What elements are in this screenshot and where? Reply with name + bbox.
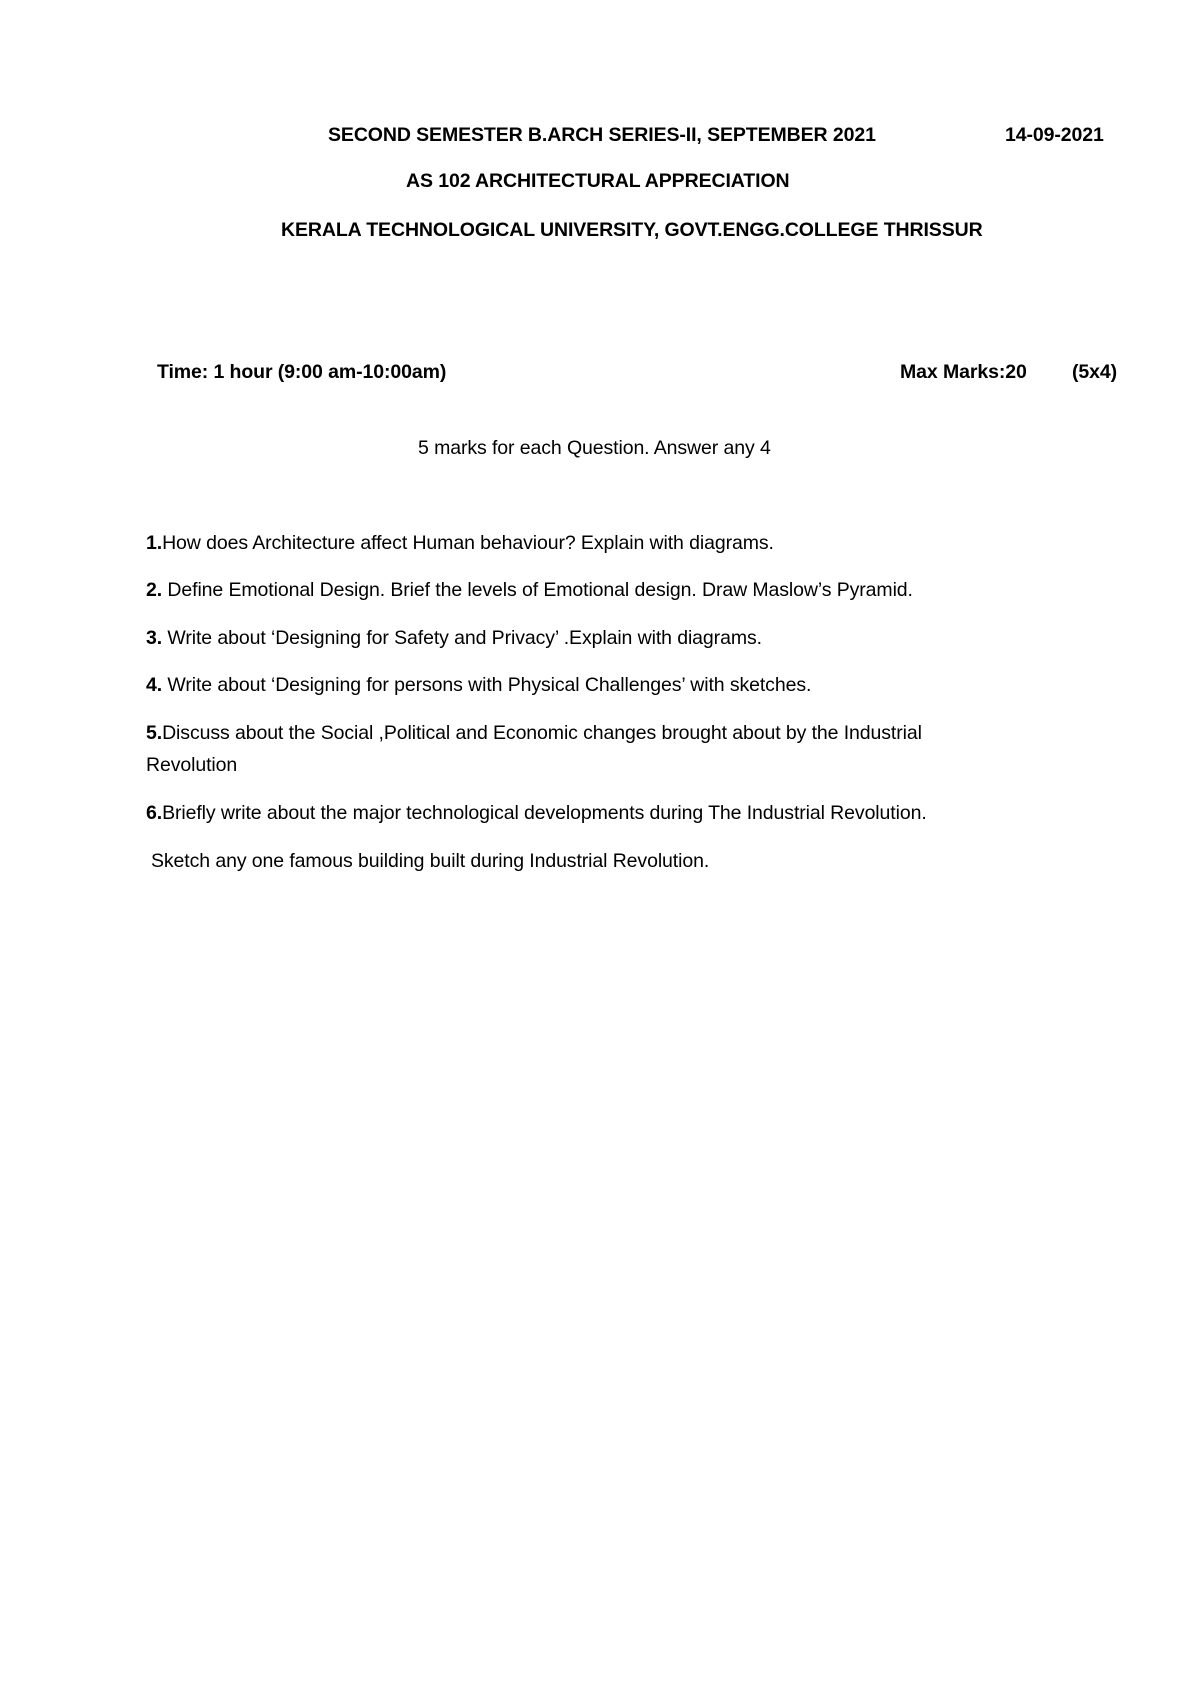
institution-name: KERALA TECHNOLOGICAL UNIVERSITY, GOVT.ENGG.COLLEGE THRISSUR: [281, 219, 983, 241]
question-5-continuation: Revolution: [146, 754, 238, 776]
question-1: [146, 531, 774, 555]
exam-time: Time: 1 hour (9:00 am-10:00am): [157, 361, 447, 383]
question-3: [146, 626, 762, 650]
question-number: 5.: [146, 722, 163, 744]
question-text: Define Emotional Design. Brief the levels of Emotional design. Draw Maslow’s Pyramid.: [162, 579, 913, 601]
question-6-extra: Sketch any one famous building built during Industrial Revolution.: [151, 850, 710, 872]
question-text: How does Architecture affect Human behaviour? Explain with diagrams.: [162, 532, 774, 554]
question-text: Discuss about the Social ,Political and Economic changes brought about by the Industrial: [162, 722, 922, 744]
question-number: 1.: [146, 532, 163, 554]
question-number: 3.: [146, 627, 163, 649]
question-number: 4.: [146, 674, 163, 696]
question-6: [146, 801, 927, 825]
exam-date: 14-09-2021: [1005, 124, 1104, 146]
question-2: [146, 578, 913, 602]
question-number: 6.: [146, 802, 163, 824]
question-text: Write about ‘Designing for persons with Physical Challenges’ with sketches.: [162, 674, 812, 696]
question-text: Briefly write about the major technological developments during The Industrial Revolution.: [162, 802, 927, 824]
instructions: 5 marks for each Question. Answer any 4: [418, 437, 771, 459]
max-marks: Max Marks:20: [900, 361, 1027, 383]
question-4: [146, 673, 811, 697]
marks-split: (5x4): [1072, 361, 1118, 383]
course-title: AS 102 ARCHITECTURAL APPRECIATION: [406, 170, 790, 192]
question-text: Write about ‘Designing for Safety and Privacy’ .Explain with diagrams.: [162, 627, 762, 649]
exam-title: SECOND SEMESTER B.ARCH SERIES-II, SEPTEMBER 2021: [328, 124, 876, 146]
question-5: [146, 721, 922, 745]
question-number: 2.: [146, 579, 163, 601]
